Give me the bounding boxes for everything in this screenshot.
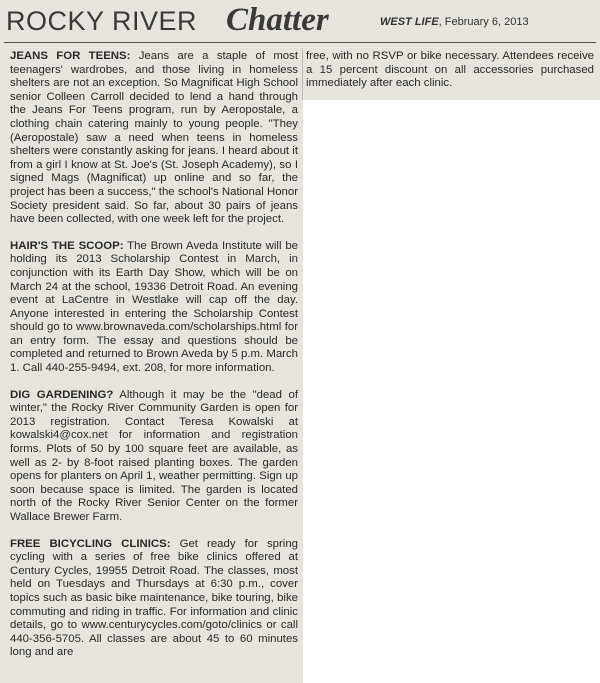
left-column [10, 50, 298, 673]
publication-name: WEST LIFE [380, 16, 439, 28]
column-divider [302, 48, 303, 100]
article-body: Jeans are a staple of most teenagers' wardrobes, and those living in homeless shelters are not an exception. So Magnificat High School senior Colleen Carroll decided to lend a hand through the Jeans For Teens program, run by Aeropostale, a clothing chain catering mainly to young people. "They (Aeropostale) saw a need when teens in homeless shelters were constantly asking for jeans. I heard about it from a girl I know at St. Joe's (St. Joseph Academy), so I signed Mags (Magnificat) up online and so far, the project has been a success," the school's National Honor Society president said. So far, about 30 pairs of jeans have been collected, with one week left for the project. [10, 50, 298, 226]
article-jeans-for-teens [10, 50, 298, 227]
right-column [306, 50, 594, 91]
article-body: Although it may be the "dead of winter," the Rocky River Community Garden is open for 2013 registration. Contact Teresa Kowalski at kowalski4@cox.net for information and registration forms. Plots of 50 by 100 square feet are available, as well as 2- by 8-foot raised planting boxes. The garden opens for planters on April 1, weather permitting. Sign up soon because space is limited. The garden is located north of the Rocky River Senior Center on the former Wallace Brewer Farm. [10, 388, 298, 523]
article-dig-gardening [10, 389, 298, 525]
dateline [380, 16, 529, 28]
article-continuation: free, with no RSVP or bike necessary. Attendees receive a 15 percent discount on all accessories purchased immediately after each clinic. [306, 50, 594, 90]
article-body: The Brown Aveda Institute will be holding its 2013 Scholarship Contest in March, in conjunction with its Earth Day Show, which will be on March 24 at the school, 19336 Detroit Road. An evening event at LaCentre in Westlake will cap off the day. Anyone interested in entering the Scholarship Contest should go to www.brownaveda.com/scholarships.html for an entry form. The essay and questions should be completed and returned to Brown Aveda by 5 p.m. March 1. Call 440-255-9494, ext. 208, for more information. [10, 239, 298, 375]
article-heading: DIG GARDENING? [10, 388, 114, 401]
article-hairs-the-scoop [10, 240, 298, 376]
column-title-sans: ROCKY RIVER [6, 6, 198, 36]
article-heading: JEANS FOR TEENS: [10, 50, 131, 62]
column-header [4, 2, 596, 43]
article-heading: HAIR'S THE SCOOP: [10, 239, 124, 252]
article-heading: FREE BICYCLING CLINICS: [10, 537, 171, 550]
publication-date: , February 6, 2013 [438, 16, 529, 28]
article-free-bicycling-clinics [10, 538, 298, 660]
article-body: Get ready for spring cycling with a series of free bike clinics offered at Century Cycles, 19955 Detroit Road. The classes, most held on Tuesdays and Thursdays at 6:30 p.m., cover topics such as basic bike maintenance, bike touring, bike commuting and riding in traffic. For information and clinic details, go to www.centurycycles.com/goto/clinics or call 440-356-5705. All classes are about 45 to 60 minutes long and are [10, 537, 298, 659]
blank-area [303, 100, 600, 683]
column-title-serif: Chatter [226, 2, 329, 38]
